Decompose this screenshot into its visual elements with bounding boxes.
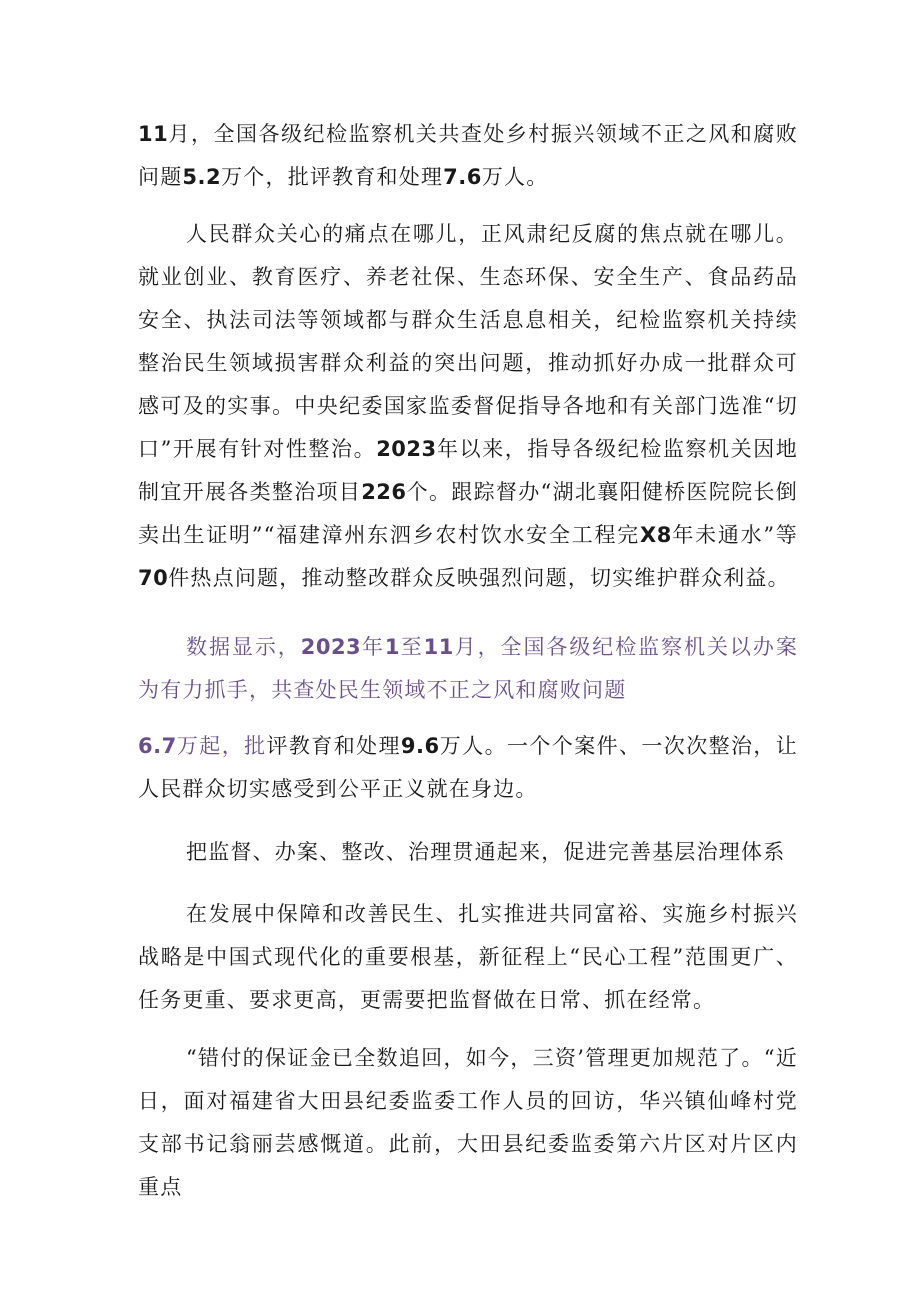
- text-run: 11: [138, 122, 169, 146]
- paragraph-3: [138, 626, 798, 712]
- text-run: 人民群众关心的痛点在哪儿，正风肃纪反腐的焦点就在哪儿。就业创业、教育医疗、养老社保、生态环保、安全生产、食品药品安全、执法司法等领域都与群众生活息息相关，纪检监察机关持续整治民生领域损害群众利益的突出问题，推动抓好办成一批群众可感可及的实事。中央纪委国家监委督促指导各地和有关部门选准“切口”开展有针对性整治。: [138, 222, 798, 461]
- text-run: 5.2: [182, 165, 222, 189]
- text-run: 9.6: [400, 734, 440, 758]
- text-run: 万个，批评教育和处理: [221, 165, 444, 189]
- section-heading: 把监督、办案、整改、治理贯通起来，促进完善基层治理体系: [186, 840, 786, 864]
- text-run: 至: [399, 635, 424, 659]
- text-run: 评教育和处理: [266, 734, 401, 758]
- paragraph-6: 在发展中保障和改善民生、扎实推进共同富裕、实施乡村振兴战略是中国式现代化的重要根基，新征程上“民心工程”范围更广、任务更重、要求更高，更需要把监督做在日常、抓在经常。: [138, 902, 798, 1012]
- text-run: 万人。: [481, 165, 549, 189]
- text-run: 2023: [376, 437, 437, 461]
- text-run: 万人。一个个案件、一次次整治，让人民群众切实感受到公平正义就在身边。: [138, 734, 798, 801]
- text-run: 万起，批: [176, 734, 267, 758]
- text-run: 1: [384, 635, 400, 659]
- text-run: 226: [361, 480, 407, 504]
- text-run: 2023: [300, 635, 362, 659]
- text-run: 年未通水”等: [671, 523, 798, 547]
- text-run: 数据显示，: [186, 635, 301, 659]
- paragraph-4: [138, 725, 798, 811]
- text-run: 6.7: [138, 734, 177, 758]
- text-run: 7.6: [443, 165, 482, 189]
- paragraph-7: “错付的保证金已全数追回，如今，三资’管理更加规范了。“近日，面对福建省大田县纪委监委工作人员的回访，华兴镇仙峰村党支部书记翁丽芸感慨道。此前，大田县纪委监委第六片区对片区内重点: [138, 1046, 798, 1199]
- text-run: 70: [138, 566, 169, 590]
- text-run: 个。跟踪督办“湖北襄阳健桥医院院长倒卖出生证明”“福建漳州东泗乡农村饮水安全工程完: [138, 480, 798, 547]
- text-run: 件热点问题，推动整改群众反映强烈问题，切实维护群众利益。: [168, 566, 790, 590]
- paragraph-2: [138, 213, 798, 600]
- text-run: 月，全国各级纪检监察机关以办案为有力抓手，共查处民生领域不正之风和腐败问题: [138, 635, 799, 702]
- text-run: 11: [423, 635, 454, 659]
- text-run: 月，全国各级纪检监察机关共查处乡村振兴领域不正之风和腐败问题: [138, 122, 798, 189]
- text-run: 年: [361, 635, 385, 659]
- paragraph-1: [138, 113, 798, 199]
- text-run: 年以来，指导各级纪检监察机关因地制宜开展各类整治项目: [138, 437, 799, 504]
- text-run: X8: [640, 523, 672, 547]
